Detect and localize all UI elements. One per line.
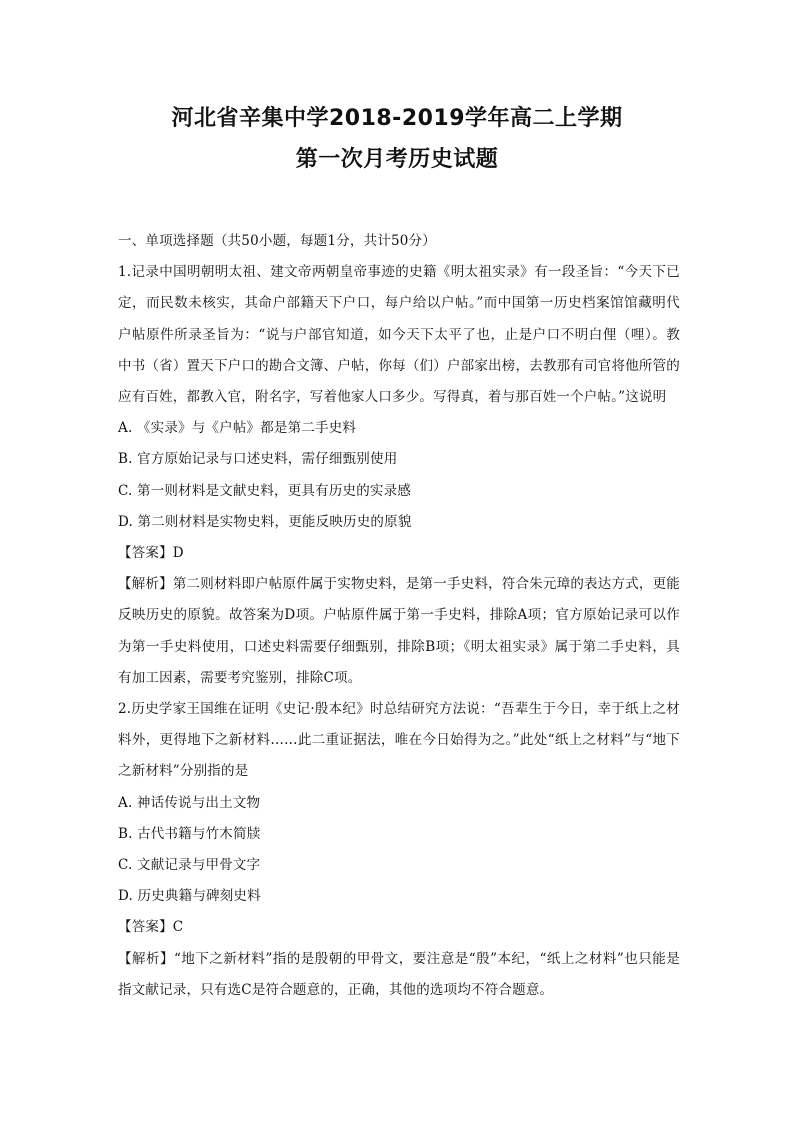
analysis: 【解析】“地下之新材料”指的是殷朝的甲骨文，要注意是“殷”本纪，“纸上之材料”也只能是指文献记录，只有选C是符合题意的，正确，其他的选项均不符合题意。 bbox=[118, 950, 680, 998]
exam-content bbox=[118, 226, 680, 1006]
question-2 bbox=[118, 694, 680, 1006]
option-a: A. 神话传说与出土文物 bbox=[118, 794, 261, 811]
option-a: A. 《实录》与《户帖》都是第二手史料 bbox=[118, 420, 357, 437]
option-d: D. 历史典籍与碑刻史料 bbox=[118, 888, 261, 905]
answer: 【答案】D bbox=[118, 545, 184, 562]
document-subtitle: 第一次月考历史试题 bbox=[295, 147, 499, 172]
section-heading: 一、单项选择题（共50小题，每题1分，共计50分） bbox=[118, 233, 436, 249]
document-title: 河北省辛集中学2018-2019学年高二上学期 bbox=[171, 106, 623, 131]
option-b: B. 古代书籍与竹木简牍 bbox=[118, 825, 261, 842]
question-1 bbox=[118, 257, 680, 694]
option-d: D. 第二则材料是实物史料，更能反映历史的原貌 bbox=[118, 513, 412, 530]
question-stem: 2.历史学家王国维在证明《史记·殷本纪》时总结研究方法说：“吾辈生于今日，幸于纸上之材料外，更得地下之新材料……此二重证据法，唯在今日始得为之。”此处“纸上之材料”与“地下之新材料”分别指的是 bbox=[118, 701, 680, 780]
option-c: C. 文献记录与甲骨文字 bbox=[118, 857, 261, 874]
analysis: 【解析】第二则材料即户帖原件属于实物史料，是第一手史料，符合朱元璋的表达方式，更能反映历史的原貌。故答案为D项。户帖原件属于第一手史料，排除A项；官方原始记录可以作为第一手史料使用，口述史料需要仔细甄别，排除B项；《明太祖实录》属于第二手史料，具有加工因素，需要考究鉴别，排除C项。 bbox=[118, 576, 680, 686]
option-b: B. 官方原始记录与口述史料，需仔细甄别使用 bbox=[118, 451, 398, 468]
answer: 【答案】C bbox=[118, 919, 184, 936]
question-stem: 1.记录中国明朝明太祖、建文帝两朝皇帝事迹的史籍《明太祖实录》有一段圣旨：“今天下已定，而民数未核实，其命户部籍天下户口，每户给以户帖。”而中国第一历史档案馆馆藏明代户帖原件所录圣旨为：“说与户部官知道，如今天下太平了也，止是户口不明白俚（哩）。教中书（省）置天下户口的勘合文簿、户帖，你每（们）户部家出榜，去教那有司官将他所管的应有百姓，都教入官，附名字，写着他家人口多少。写得真，着与那百姓一个户帖。”这说明 bbox=[118, 264, 680, 406]
option-c: C. 第一则材料是文献史料，更具有历史的实录感 bbox=[118, 482, 412, 499]
